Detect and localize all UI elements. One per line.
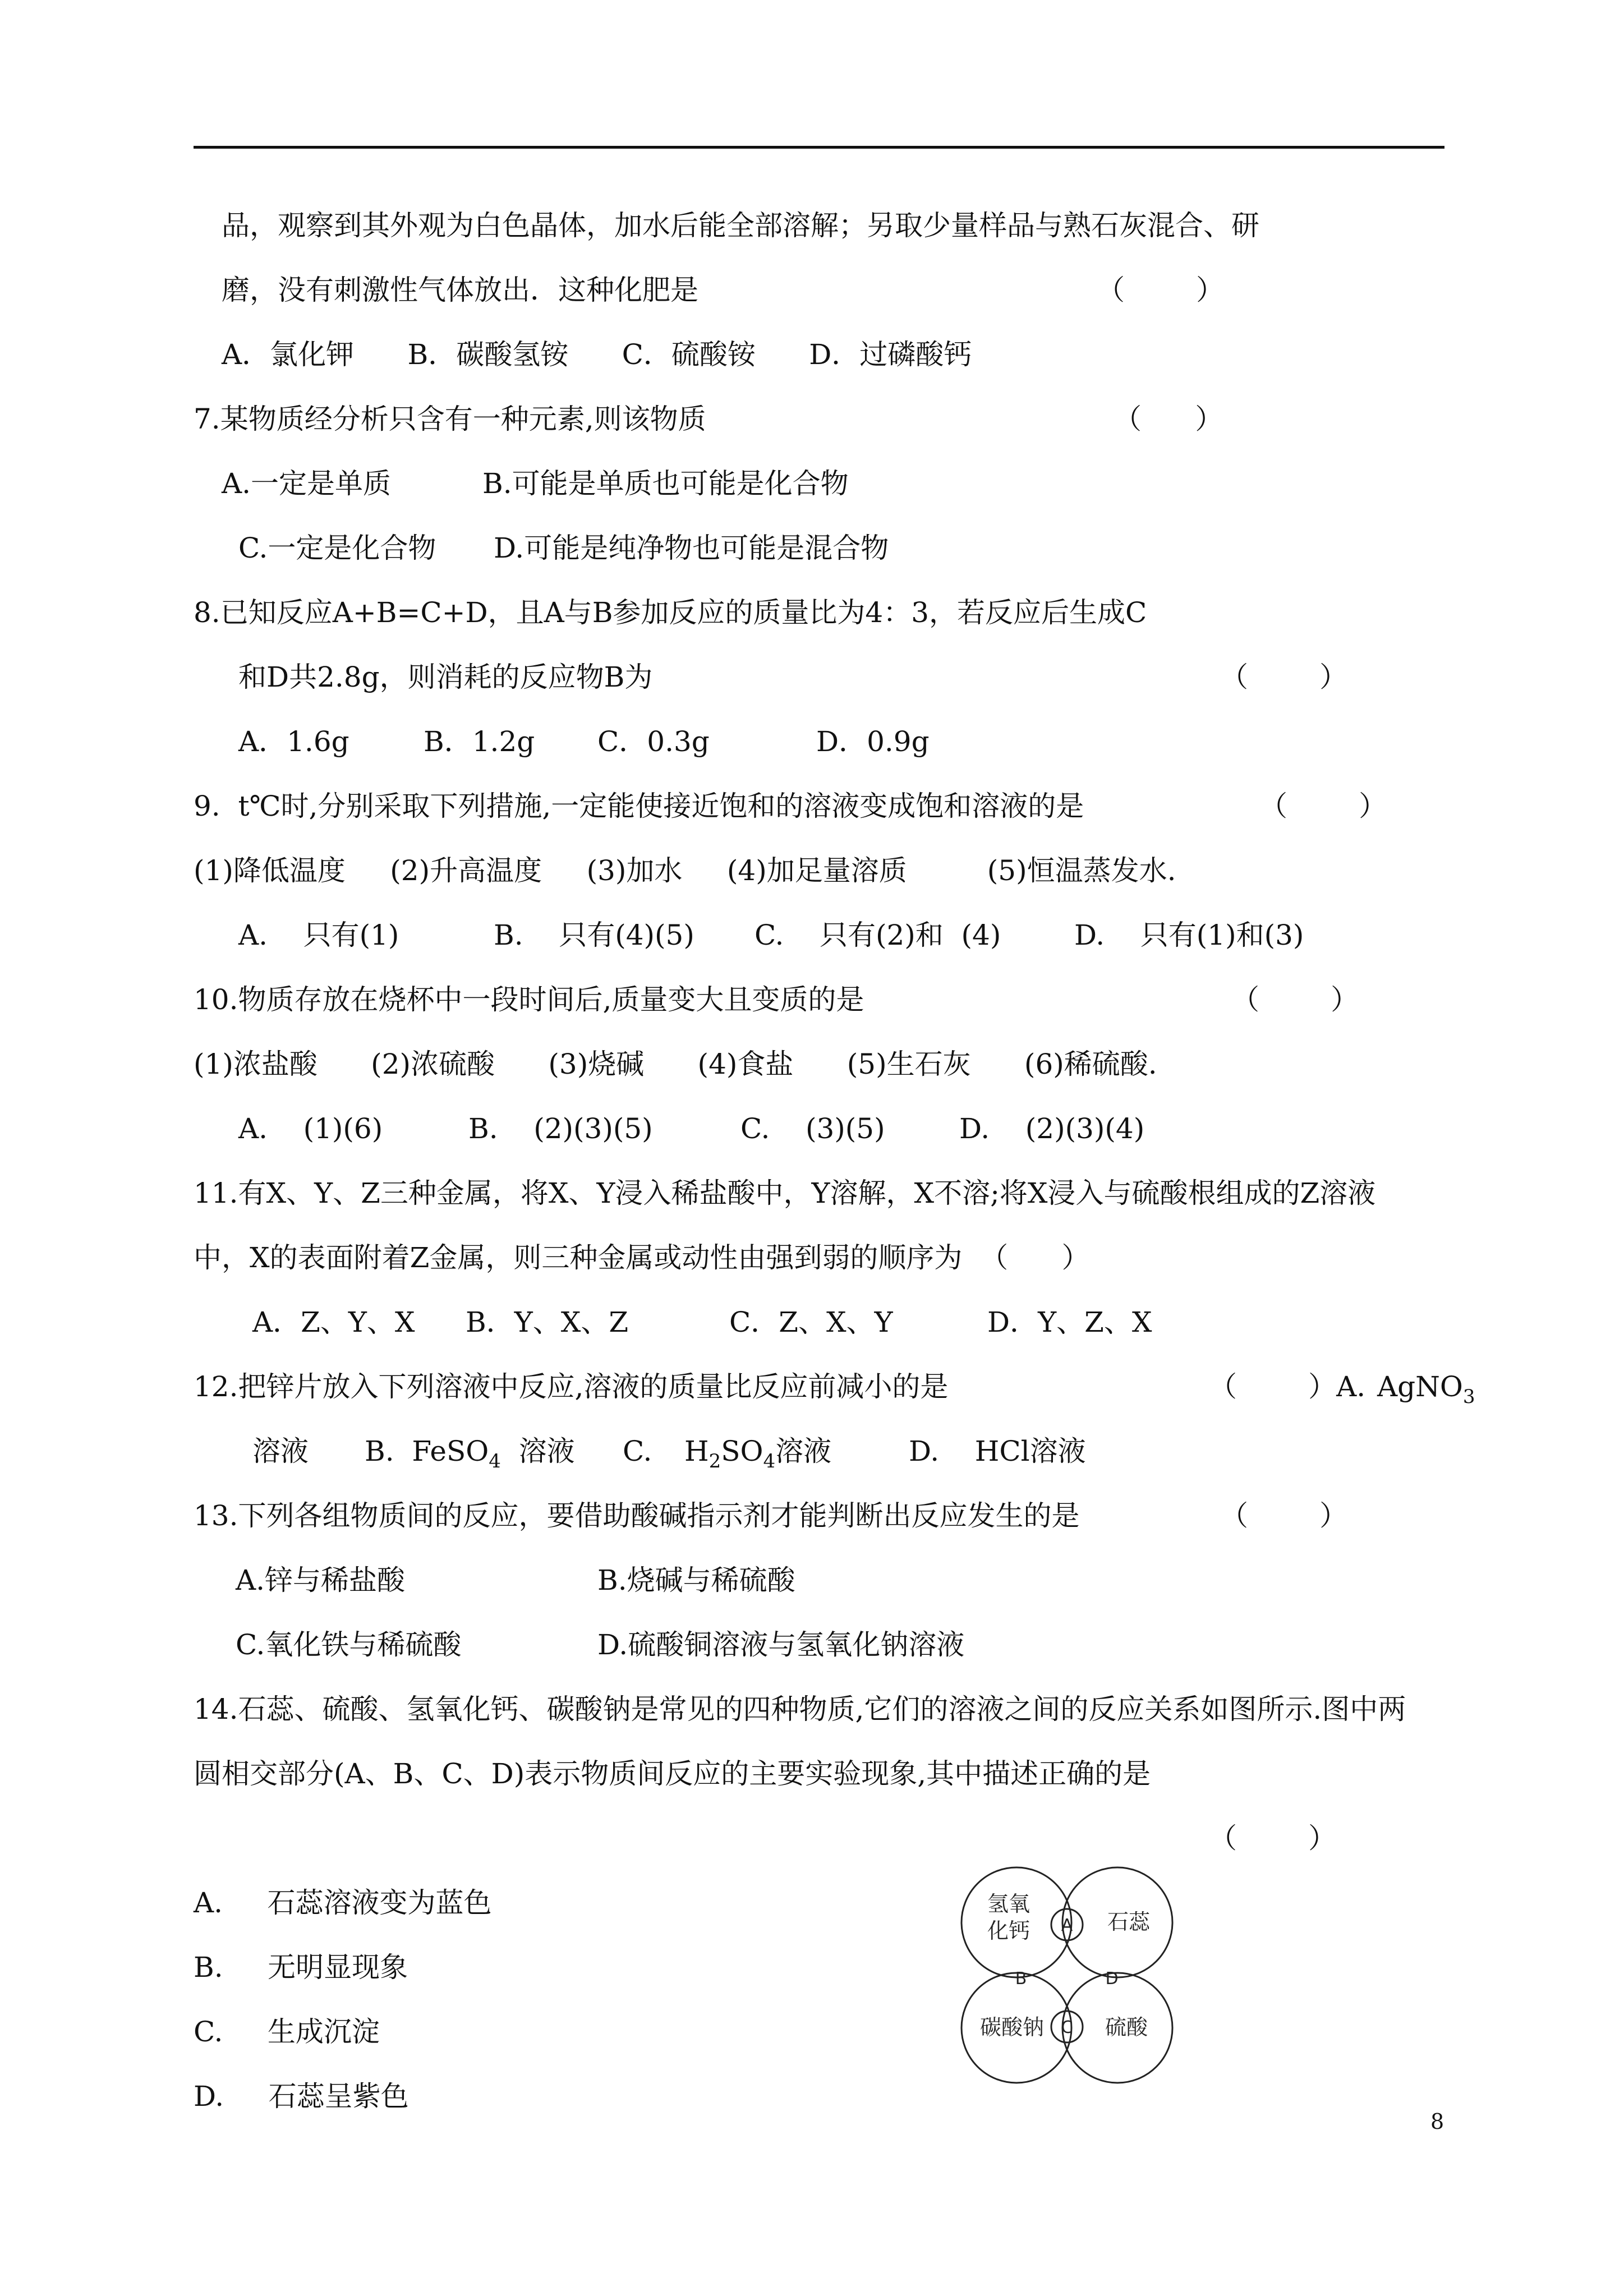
q13-option-d: D.硫酸铜溶液与氢氧化钠溶液: [597, 1628, 965, 1661]
q11-option-a: A．Z、Y、X: [252, 1306, 415, 1338]
q11-option-b: B．Y、X、Z: [466, 1306, 629, 1338]
q8-option-b: B．1.2g: [424, 725, 535, 758]
q10-stem: 10.物质存放在烧杯中一段时间后,质量变大且变质的是: [194, 983, 864, 1016]
q9-answer-paren: （ ）: [1259, 790, 1387, 822]
q12-option-a-formula: [1377, 1370, 1475, 1408]
q11-option-c: C．Z、X、Y: [729, 1306, 893, 1338]
q10-option-d: D. (2)(3)(4): [959, 1112, 1145, 1145]
q9-items: (1)降低温度 (2)升高温度 (3)加水 (4)加足量溶质 (5)恒温蒸发水.: [194, 854, 1176, 887]
q8-option-c: C．0.3g: [597, 725, 710, 758]
q14-option-b: B. 无明显现象: [194, 1951, 408, 1984]
q7-option-c: C.一定是化合物: [238, 532, 436, 564]
region-d-label: D: [1105, 1969, 1119, 1989]
h2so4-tail: 溶液: [775, 1435, 832, 1467]
label-caoh2-line1: 氢氧: [987, 1892, 1030, 1916]
agno3-text: AgNO: [1377, 1370, 1463, 1403]
label-h2so4: 硫酸: [1105, 2015, 1148, 2040]
feso4-tail: 溶液: [500, 1435, 575, 1467]
q12-option-b: [365, 1434, 575, 1473]
q12-option-a-tail: 溶液: [252, 1435, 309, 1467]
q8-line2: 和D共2.8g，则消耗的反应物B为: [238, 661, 653, 693]
q12-stem: 12.把锌片放入下列溶液中反应,溶液的质量比反应前减小的是: [194, 1370, 949, 1403]
q10-option-b: B. (2)(3)(5): [468, 1112, 653, 1145]
q12-option-c: [684, 1434, 832, 1473]
q12-option-d: D. HCl溶液: [909, 1435, 1086, 1467]
header-rule: [194, 146, 1444, 149]
q9-stem: 9. t℃时,分别采取下列措施,一定能使接近饱和的溶液变成饱和溶液的是: [194, 790, 1084, 822]
q7-option-b: B.可能是单质也可能是化合物: [482, 467, 849, 500]
q6-line2: 磨，没有刺激性气体放出．这种化肥是: [222, 274, 698, 306]
q8-option-a: A．1.6g: [238, 725, 349, 758]
q14-answer-paren: （ ）: [1209, 1822, 1337, 1855]
q10-option-a: A. (1)(6): [238, 1112, 383, 1145]
q7-option-d: D.可能是纯净物也可能是混合物: [494, 532, 889, 564]
q10-option-c: C. (3)(5): [740, 1112, 885, 1145]
q6-line1: 品，观察到其外观为白色晶体，加水后能全部溶解；另取少量样品与熟石灰混合、研: [222, 209, 1259, 242]
region-a-label: A: [1061, 1916, 1073, 1935]
h2so4-h: H: [684, 1435, 709, 1467]
q13-option-c: C.氧化铁与稀硫酸: [236, 1628, 462, 1661]
q13-option-a: A.锌与稀盐酸: [236, 1564, 406, 1596]
feso4-subscript: 4: [489, 1450, 501, 1473]
h2so4-sub1: 2: [709, 1450, 721, 1473]
q13-option-b: B.烧碱与稀硫酸: [597, 1564, 795, 1596]
q12-answer-paren: （ ）A.: [1209, 1370, 1366, 1403]
venn-diagram: [954, 1860, 1189, 2101]
h2so4-so: SO: [721, 1435, 763, 1467]
q6-answer-paren: （ ）: [1097, 274, 1225, 306]
agno3-subscript: 3: [1462, 1386, 1475, 1408]
q9-option-b: B. 只有(4)(5): [494, 919, 694, 951]
q11-line2: 中，X的表面附着Z金属，则三种金属或动性由强到弱的顺序为 （ ）: [194, 1241, 1090, 1274]
q12-option-c-label: C.: [623, 1435, 652, 1467]
label-na2co3: 碳酸钠: [979, 2015, 1045, 2040]
feso4-text: B. FeSO: [365, 1435, 489, 1467]
q9-option-a: A. 只有(1): [238, 919, 399, 951]
q8-stem: 8.已知反应A+B=C+D，且A与B参加反应的质量比为4：3，若反应后生成C: [194, 596, 1147, 629]
q13-answer-paren: （ ）: [1220, 1499, 1348, 1532]
q6-options: A．氯化钾 B．碳酸氢铵 C．硫酸铵 D．过磷酸钙: [222, 338, 972, 371]
label-caoh2-line2: 化钙: [987, 1918, 1030, 1943]
q11-option-d: D．Y、Z、X: [987, 1306, 1152, 1338]
q11-line1: 11.有X、Y、Z三种金属，将X、Y浸入稀盐酸中，Y溶解，X不溶;将X浸入与硫酸根组成的Z溶液: [194, 1177, 1376, 1209]
q14-line1: 14.石蕊、硫酸、氢氧化钙、碳酸钠是常见的四种物质,它们的溶液之间的反应关系如图所示.图中两: [194, 1693, 1406, 1726]
q9-option-c: C. 只有(2)和 (4): [755, 919, 1001, 951]
label-litmus: 石蕊: [1107, 1910, 1151, 1934]
h2so4-sub2: 4: [763, 1450, 776, 1473]
q8-option-d: D．0.9g: [816, 725, 930, 758]
q10-answer-paren: （ ）: [1231, 983, 1359, 1016]
q14-line2: 圆相交部分(A、B、C、D)表示物质间反应的主要实验现象,其中描述正确的是: [194, 1757, 1151, 1790]
page-number: 8: [1430, 2109, 1444, 2134]
q7-stem: 7.某物质经分析只含有一种元素,则该物质: [194, 403, 706, 435]
q14-option-c: C. 生成沉淀: [194, 2016, 380, 2048]
q14-option-d: D. 石蕊呈紫色: [194, 2080, 409, 2113]
q13-stem: 13.下列各组物质间的反应，要借助酸碱指示剂才能判断出反应发生的是: [194, 1499, 1080, 1532]
q9-option-d: D. 只有(1)和(3): [1074, 919, 1304, 951]
q7-option-a: A.一定是单质: [222, 467, 392, 500]
q8-answer-paren: （ ）: [1220, 661, 1348, 693]
q10-items: (1)浓盐酸 (2)浓硫酸 (3)烧碱 (4)食盐 (5)生石灰 (6)稀硫酸.: [194, 1048, 1157, 1080]
region-c-label: C: [1061, 2018, 1073, 2037]
q7-answer-paren: （ ）: [1114, 403, 1223, 435]
q14-option-a: A. 石蕊溶液变为蓝色: [194, 1887, 492, 1919]
region-b-label: B: [1015, 1969, 1027, 1989]
